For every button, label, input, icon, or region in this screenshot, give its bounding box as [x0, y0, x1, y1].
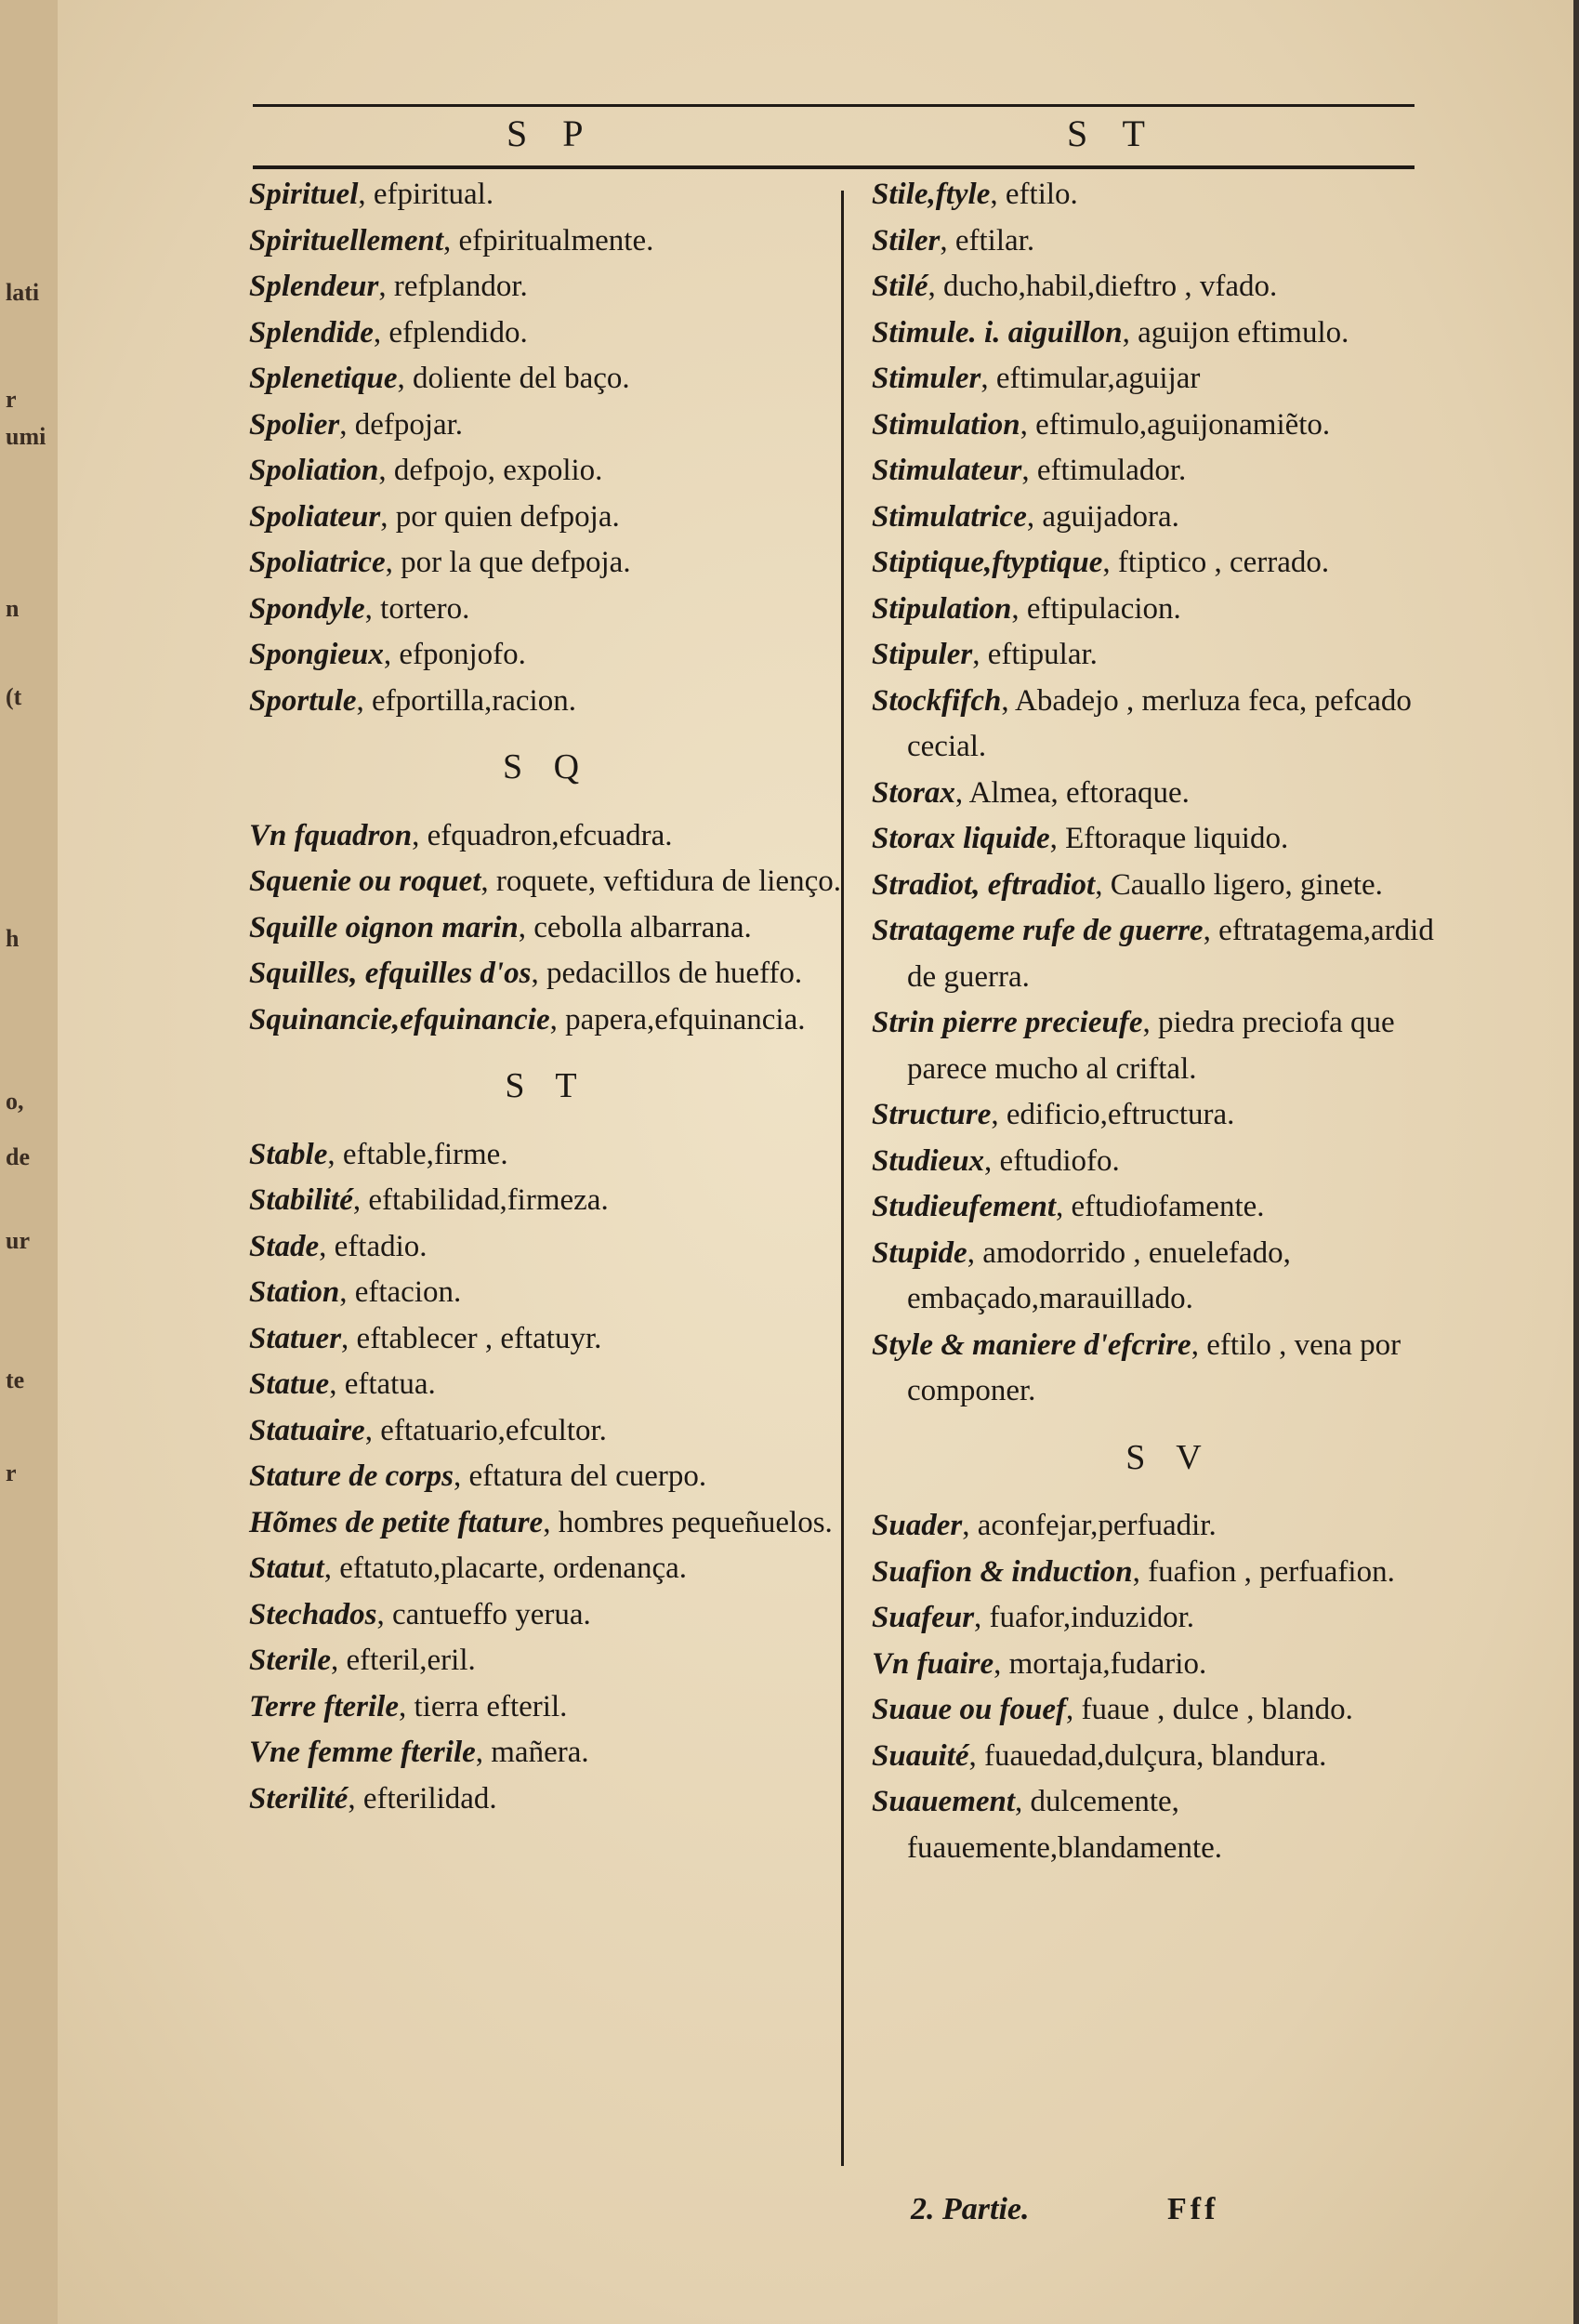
headword: Statut — [249, 1552, 324, 1585]
definition: defpojar. — [354, 407, 464, 442]
dictionary-entry: Storax, Almea, eftoraque. — [872, 775, 1190, 810]
definition: Abadejo , merluza feca, pefcado cecial. — [907, 683, 1412, 763]
definition: eftable,firme. — [342, 1137, 508, 1171]
definition: tierra efteril. — [414, 1689, 568, 1723]
dictionary-entry: Stimulation, eftimulo,aguijonamiẽto. — [872, 407, 1331, 442]
dictionary-entry: Suafion & induction, fuafion , perfuafion. — [872, 1554, 1395, 1589]
dictionary-entry: Structure, edificio,eftructura. — [872, 1098, 1235, 1131]
definition: efportilla,racion. — [372, 683, 576, 718]
right-column — [872, 172, 1467, 1871]
headword: Suafeur — [872, 1601, 975, 1634]
dictionary-entry: Squilles, efquilles d'os, pedacillos de hueffo. — [249, 957, 803, 990]
st-entries-continued — [872, 172, 1467, 1415]
definition: eftatuto,placarte, ordenança. — [339, 1552, 687, 1585]
definition: eftudiofo. — [999, 1143, 1120, 1178]
headword: Station — [249, 1275, 340, 1309]
left-column — [249, 172, 844, 1822]
headword: Stechados — [249, 1597, 377, 1631]
headword: Sportule — [249, 683, 357, 718]
dictionary-entry: Storax liquide, Eftoraque liquido. — [872, 822, 1289, 855]
headword: Spirituel — [249, 178, 359, 211]
header-rule-bottom — [253, 165, 1415, 169]
definition: cantueffo yerua. — [392, 1597, 591, 1631]
section-heading-st: S T — [505, 1066, 588, 1105]
headword: Stimule. i. aiguillon — [872, 315, 1123, 350]
headword: Splendeur — [249, 270, 379, 303]
headword: Splendide — [249, 315, 374, 350]
sp-entries — [249, 172, 844, 724]
dictionary-entry: Suader, aconfejar,perfuadir. — [872, 1509, 1217, 1542]
sv-entries — [872, 1503, 1467, 1871]
headword: Storax liquide — [872, 822, 1050, 855]
facing-page-edge — [0, 0, 58, 2324]
page-footer — [911, 2192, 1218, 2227]
dictionary-entry: Spoliateur, por quien defpoja. — [249, 499, 620, 534]
headword: Spirituellement — [249, 223, 444, 257]
definition: eftilo , vena por componer. — [907, 1327, 1401, 1407]
dictionary-entry: Stimuler, eftimular,aguijar — [872, 362, 1201, 395]
headword: Strin pierre precieufe — [872, 1006, 1143, 1039]
definition: efquadron,efcuadra. — [427, 818, 673, 852]
dictionary-entry: Stipulation, eftipulacion. — [872, 591, 1181, 626]
definition: fuaue , dulce , blando. — [1081, 1693, 1353, 1726]
headword: Stipulation — [872, 591, 1012, 626]
margin-fragment: lati — [6, 279, 40, 306]
definition: Almea, eftoraque. — [968, 775, 1190, 810]
headword: Stupide — [872, 1235, 967, 1270]
dictionary-entry: Stimulateur, eftimulador. — [872, 454, 1187, 487]
headword: Sterilité — [249, 1781, 349, 1816]
dictionary-entry: Studieufement, eftudiofamente. — [872, 1190, 1265, 1223]
dictionary-entry: Sterile, efteril,eril. — [249, 1644, 476, 1677]
definition: piedra preciofa que parece mucho al criftal. — [907, 1006, 1395, 1086]
dictionary-entry: Stockfifch, Abadejo , merluza feca, pefcado cecial. — [872, 683, 1412, 763]
dictionary-entry: Stradiot, eftradiot, Cauallo ligero, ginete. — [872, 867, 1383, 902]
dictionary-entry: Statuer, eftablecer , eftatuyr. — [249, 1321, 602, 1355]
headword: Spoliatrice — [249, 546, 386, 579]
headword: Stile,ftyle — [872, 178, 991, 211]
headword: Stature de corps — [249, 1459, 454, 1493]
page-edge-shadow — [1573, 0, 1579, 2324]
definition: doliente del baço. — [413, 362, 630, 395]
headword: Stimulatrice — [872, 499, 1027, 534]
dictionary-entry: Stilé, ducho,habil,dieftro , vfado. — [872, 270, 1278, 303]
running-head-left: S P — [507, 112, 597, 154]
definition: aguijon eftimulo. — [1138, 315, 1349, 350]
definition: aguijadora. — [1042, 499, 1179, 534]
definition: cebolla albarrana. — [533, 910, 752, 944]
dictionary-entry: Suafeur, fuafor,induzidor. — [872, 1601, 1194, 1634]
dictionary-entry: Vn fuaire, mortaja,fudario. — [872, 1646, 1207, 1681]
definition: pedacillos de hueffo. — [546, 957, 803, 990]
dictionary-entry: Statuaire, eftatuario,efcultor. — [249, 1413, 607, 1447]
definition: por quien defpoja. — [395, 499, 620, 534]
headword: Spoliation — [249, 454, 379, 487]
definition: eftipulacion. — [1026, 591, 1181, 626]
definition: eftimulo,aguijonamiẽto. — [1035, 407, 1331, 442]
headword: Squinancie,efquinancie — [249, 1002, 550, 1037]
definition: tortero. — [380, 591, 470, 626]
dictionary-entry: Stratageme rufe de guerre, eftratagema,ardid de guerra. — [872, 914, 1434, 994]
dictionary-entry: Stimulatrice, aguijadora. — [872, 499, 1179, 534]
headword: Suader — [872, 1509, 963, 1542]
dictionary-entry: Spongieux, efponjofo. — [249, 638, 526, 671]
dictionary-entry: Stechados, cantueffo yerua. — [249, 1597, 591, 1631]
dictionary-entry: Squinancie,efquinancie, papera,efquinancia. — [249, 1002, 806, 1037]
dictionary-entry: Studieux, eftudiofo. — [872, 1143, 1120, 1178]
definition: aconfejar,perfuadir. — [977, 1509, 1217, 1542]
dictionary-entry: Squille oignon marin, cebolla albarrana. — [249, 910, 752, 944]
headword: Stradiot, eftradiot — [872, 867, 1096, 902]
part-label: 2. Partie. — [911, 2192, 1030, 2226]
dictionary-entry: Spirituel, efpiritual. — [249, 178, 494, 211]
definition: ducho,habil,dieftro , vfado. — [943, 270, 1278, 303]
dictionary-entry: Sterilité, efterilidad. — [249, 1781, 497, 1816]
dictionary-entry: Spoliatrice, por la que defpoja. — [249, 546, 631, 579]
definition: eftudiofamente. — [1071, 1190, 1265, 1223]
section-heading-sq: S Q — [502, 747, 591, 786]
dictionary-entry: Stature de corps, eftatura del cuerpo. — [249, 1459, 707, 1493]
dictionary-entry: Spoliation, defpojo, expolio. — [249, 454, 603, 487]
headword: Style & maniere d'efcrire — [872, 1327, 1191, 1362]
headword: Spolier — [249, 407, 340, 442]
dictionary-entry: Splenetique, doliente del baço. — [249, 362, 630, 395]
running-head-right: S T — [1067, 112, 1158, 154]
definition: mañera. — [491, 1736, 589, 1769]
dictionary-entry: Suaue ou fouef, fuaue , dulce , blando. — [872, 1693, 1353, 1726]
headword: Stipuler — [872, 638, 973, 671]
dictionary-entry: Suauement, dulcemente, fuauemente,blandamente. — [872, 1785, 1223, 1865]
headword: Structure — [872, 1098, 992, 1131]
margin-fragment: r — [6, 1459, 17, 1486]
headword: Studieux — [872, 1143, 985, 1178]
definition: efterilidad. — [362, 1781, 497, 1816]
headword: Stimuler — [872, 362, 981, 395]
dictionary-entry: Stupide, amodorrido , enuelefado, embaçado,marauillado. — [872, 1235, 1291, 1315]
definition: eftilo. — [1005, 178, 1078, 211]
headword: Vn fquadron — [249, 818, 413, 852]
margin-fragment: de — [6, 1143, 30, 1170]
headword: Hõmes de petite ftature — [249, 1505, 544, 1539]
definition: efteril,eril. — [346, 1644, 476, 1677]
headword: Stilé — [872, 270, 928, 303]
dictionary-entry: Spolier, defpojar. — [249, 407, 464, 442]
dictionary-entry: Terre fterile, tierra efteril. — [249, 1689, 568, 1723]
margin-fragment: umi — [6, 423, 46, 450]
headword: Vne femme fterile — [249, 1736, 476, 1769]
definition: eftabilidad,firmeza. — [368, 1183, 609, 1217]
dictionary-entry: Strin pierre precieufe, piedra preciofa que parece mucho al criftal. — [872, 1006, 1395, 1086]
header-rule-top — [253, 104, 1415, 107]
definition: hombres pequeñuelos. — [558, 1505, 833, 1539]
headword: Stockfifch — [872, 683, 1002, 718]
dictionary-entry: Stimule. i. aiguillon, aguijon eftimulo. — [872, 315, 1349, 350]
dictionary-entry: Statut, eftatuto,placarte, ordenança. — [249, 1552, 687, 1585]
headword: Stimulateur — [872, 454, 1022, 487]
definition: papera,efquinancia. — [565, 1002, 806, 1037]
definition: por la que defpoja. — [401, 546, 631, 579]
definition: eftacion. — [354, 1275, 462, 1309]
definition: eftipular. — [987, 638, 1098, 671]
headword: Stabilité — [249, 1183, 353, 1217]
headword: Statue — [249, 1367, 330, 1401]
dictionary-entry: Squenie ou roquet, roquete, veftidura de lienço. — [249, 865, 841, 898]
dictionary-entry: Style & maniere d'efcrire, eftilo , vena por componer. — [872, 1327, 1401, 1407]
definition: eftratagema,ardid de guerra. — [907, 914, 1434, 994]
headword: Squenie ou roquet — [249, 865, 481, 898]
dictionary-entry: Suauité, fuauedad,dulçura, blandura. — [872, 1738, 1327, 1773]
definition: edificio,eftructura. — [1006, 1098, 1235, 1131]
dictionary-entry: Vn fquadron, efquadron,efcuadra. — [249, 818, 673, 852]
definition: fuafion , perfuafion. — [1148, 1554, 1395, 1589]
headword: Vn fuaire — [872, 1646, 994, 1681]
definition: eftatua. — [344, 1367, 436, 1401]
headword: Squilles, efquilles d'os — [249, 957, 532, 990]
dictionary-entry: Stipuler, eftipular. — [872, 638, 1098, 671]
definition: Cauallo ligero, ginete. — [1110, 867, 1383, 902]
dictionary-entry: Vne femme fterile, mañera. — [249, 1736, 589, 1769]
signature-mark: Fff — [1166, 2192, 1219, 2226]
headword: Studieufement — [872, 1190, 1057, 1223]
definition: roquete, veftidura de lienço. — [495, 865, 841, 898]
headword: Squille oignon marin — [249, 910, 519, 944]
dictionary-entry: Station, eftacion. — [249, 1275, 462, 1309]
dictionary-entry: Stable, eftable,firme. — [249, 1137, 508, 1171]
section-heading-sv: S V — [1125, 1437, 1213, 1477]
headword: Stiptique,ftyptique — [872, 546, 1103, 579]
definition: fuauedad,dulçura, blandura. — [984, 1738, 1327, 1773]
definition: efplendido. — [388, 315, 528, 350]
definition: ftiptico , cerrado. — [1117, 546, 1330, 579]
definition: efpiritualmente. — [458, 223, 654, 257]
definition: eftatuario,efcultor. — [380, 1413, 607, 1447]
dictionary-entry: Stile,ftyle, eftilo. — [872, 178, 1078, 211]
margin-fragment: h — [6, 925, 20, 952]
definition: defpojo, expolio. — [393, 454, 603, 487]
headword: Statuaire — [249, 1413, 365, 1447]
definition: eftimulador. — [1036, 454, 1187, 487]
headword: Suaue ou fouef — [872, 1693, 1067, 1726]
headword: Stiler — [872, 223, 941, 257]
margin-fragment: te — [6, 1367, 25, 1393]
sq-entries — [249, 813, 844, 1044]
headword: Suauité — [872, 1738, 969, 1773]
headword: Stratageme rufe de guerre — [872, 914, 1204, 947]
headword: Spondyle — [249, 591, 365, 626]
dictionary-entry: Statue, eftatua. — [249, 1367, 436, 1401]
dictionary-entry: Spondyle, tortero. — [249, 591, 470, 626]
definition: Eftoraque liquido. — [1065, 822, 1289, 855]
headword: Storax — [872, 775, 955, 810]
definition: eftadio. — [334, 1229, 428, 1263]
definition: efponjofo. — [399, 638, 526, 671]
margin-fragment: r — [6, 386, 17, 413]
headword: Spongieux — [249, 638, 384, 671]
definition: dulcemente, fuauemente,blandamente. — [907, 1785, 1223, 1865]
margin-fragment: n — [6, 595, 20, 622]
dictionary-entry: Spirituellement, efpiritualmente. — [249, 223, 654, 257]
definition: efpiritual. — [373, 178, 494, 211]
definition: eftablecer , eftatuyr. — [356, 1321, 602, 1355]
headword: Suafion & induction — [872, 1554, 1133, 1589]
definition: mortaja,fudario. — [1008, 1646, 1207, 1681]
dictionary-entry: Stiptique,ftyptique, ftiptico , cerrado. — [872, 546, 1330, 579]
dictionary-entry: Stade, eftadio. — [249, 1229, 428, 1263]
headword: Terre fterile — [249, 1689, 399, 1723]
headword: Stimulation — [872, 407, 1020, 442]
definition: eftilar. — [954, 223, 1035, 257]
st-entries — [249, 1132, 844, 1823]
definition: fuafor,induzidor. — [989, 1601, 1194, 1634]
dictionary-entry: Stiler, eftilar. — [872, 223, 1035, 257]
dictionary-entry: Splendeur, refplandor. — [249, 270, 528, 303]
margin-fragment: (t — [6, 683, 22, 710]
margin-fragment: o, — [6, 1088, 24, 1115]
headword: Splenetique — [249, 362, 398, 395]
definition: eftatura del cuerpo. — [468, 1459, 707, 1493]
headword: Stade — [249, 1229, 320, 1263]
definition: eftimular,aguijar — [995, 362, 1201, 395]
dictionary-entry: Sportule, efportilla,racion. — [249, 683, 576, 718]
headword: Sterile — [249, 1644, 331, 1677]
margin-fragment: ur — [6, 1227, 30, 1254]
headword: Spoliateur — [249, 499, 381, 534]
definition: amodorrido , enuelefado, embaçado,marauillado. — [907, 1235, 1291, 1315]
definition: refplandor. — [393, 270, 528, 303]
headword: Statuer — [249, 1321, 342, 1355]
dictionary-entry: Hõmes de petite ftature, hombres pequeñuelos. — [249, 1505, 833, 1539]
dictionary-entry: Splendide, efplendido. — [249, 315, 528, 350]
headword: Stable — [249, 1137, 328, 1171]
headword: Suauement — [872, 1785, 1016, 1818]
dictionary-entry: Stabilité, eftabilidad,firmeza. — [249, 1183, 609, 1217]
